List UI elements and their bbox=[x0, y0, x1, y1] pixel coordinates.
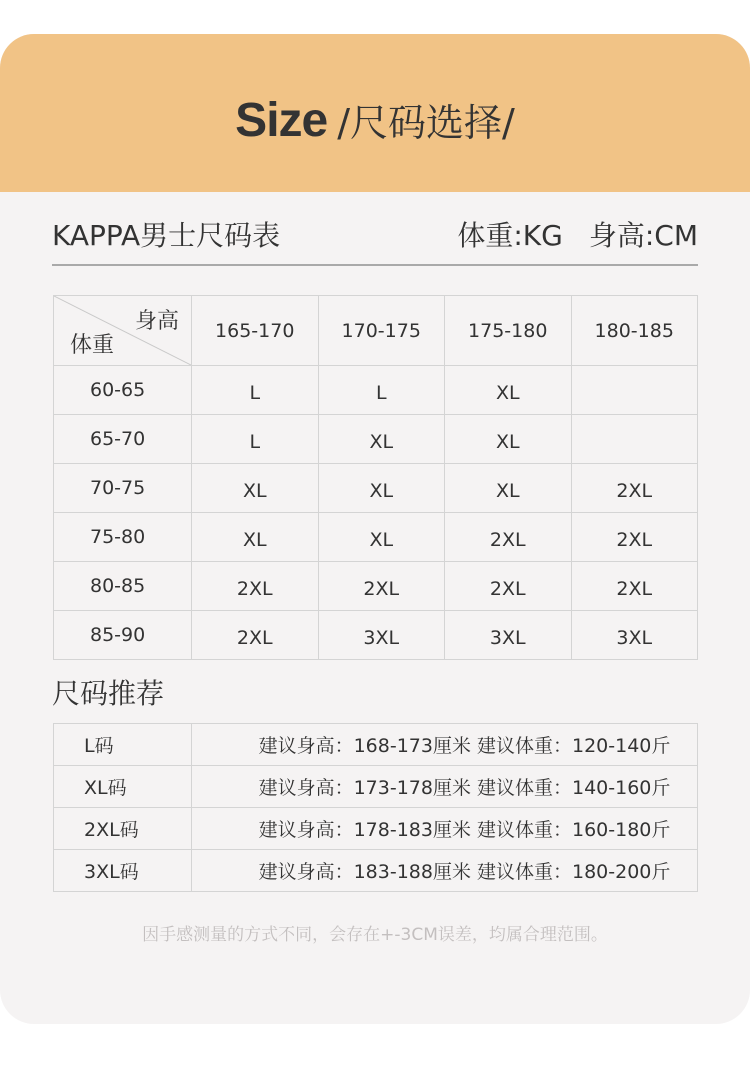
size-cell: XL bbox=[192, 464, 319, 513]
recommend-detail: 建议身高：183-188厘米 建议体重：180-200斤 bbox=[192, 850, 698, 892]
size-cell: XL bbox=[318, 513, 445, 562]
height-column-header: 180-185 bbox=[571, 296, 698, 366]
header-banner bbox=[0, 34, 750, 192]
recommend-size: XL码 bbox=[54, 766, 192, 808]
recommend-size: 2XL码 bbox=[54, 808, 192, 850]
size-cell: 3XL bbox=[318, 611, 445, 660]
table-row bbox=[54, 513, 698, 562]
size-cell: 2XL bbox=[445, 513, 572, 562]
table-row bbox=[54, 850, 698, 892]
height-column-header: 165-170 bbox=[192, 296, 319, 366]
size-cell: 3XL bbox=[571, 611, 698, 660]
table-row bbox=[54, 415, 698, 464]
size-cell: L bbox=[192, 415, 319, 464]
weight-unit-label: 体重:KG bbox=[457, 219, 563, 252]
size-cell: 2XL bbox=[571, 562, 698, 611]
table-row bbox=[54, 808, 698, 850]
table-row bbox=[54, 724, 698, 766]
recommend-size: L码 bbox=[54, 724, 192, 766]
height-column-header: 170-175 bbox=[318, 296, 445, 366]
size-chart-header bbox=[52, 216, 698, 266]
size-cell: XL bbox=[445, 366, 572, 415]
size-cell bbox=[571, 366, 698, 415]
size-cell: XL bbox=[318, 464, 445, 513]
corner-weight-label: 体重 bbox=[70, 333, 115, 358]
title-zh: /尺码选择/ bbox=[337, 101, 515, 145]
table-row bbox=[54, 562, 698, 611]
size-chart-title: KAPPA男士尺码表 bbox=[52, 219, 281, 252]
table-row bbox=[54, 464, 698, 513]
weight-row-header: 75-80 bbox=[54, 513, 192, 562]
size-cell: 3XL bbox=[445, 611, 572, 660]
table-header-row bbox=[54, 296, 698, 366]
weight-row-header: 65-70 bbox=[54, 415, 192, 464]
table-row bbox=[54, 766, 698, 808]
size-chart-units bbox=[457, 216, 698, 256]
corner-cell bbox=[54, 296, 192, 366]
recommend-size: 3XL码 bbox=[54, 850, 192, 892]
table-row bbox=[54, 366, 698, 415]
size-cell: L bbox=[318, 366, 445, 415]
page-title bbox=[0, 92, 750, 148]
size-cell: XL bbox=[445, 464, 572, 513]
size-cell: XL bbox=[445, 415, 572, 464]
size-cell bbox=[571, 415, 698, 464]
recommend-table bbox=[53, 723, 698, 892]
size-cell: L bbox=[192, 366, 319, 415]
size-table bbox=[53, 295, 698, 660]
size-cell: 2XL bbox=[318, 562, 445, 611]
size-cell: 2XL bbox=[571, 464, 698, 513]
size-cell: 2XL bbox=[192, 562, 319, 611]
size-cell: 2XL bbox=[571, 513, 698, 562]
size-cell: XL bbox=[192, 513, 319, 562]
corner-height-label: 身高 bbox=[134, 309, 179, 334]
recommend-detail: 建议身高：168-173厘米 建议体重：120-140斤 bbox=[192, 724, 698, 766]
weight-row-header: 60-65 bbox=[54, 366, 192, 415]
size-cell: XL bbox=[318, 415, 445, 464]
recommend-detail: 建议身高：178-183厘米 建议体重：160-180斤 bbox=[192, 808, 698, 850]
weight-row-header: 85-90 bbox=[54, 611, 192, 660]
recommend-detail: 建议身高：173-178厘米 建议体重：140-160斤 bbox=[192, 766, 698, 808]
table-row bbox=[54, 611, 698, 660]
title-en: Size bbox=[235, 94, 328, 147]
recommend-title: 尺码推荐 bbox=[52, 677, 165, 710]
weight-row-header: 70-75 bbox=[54, 464, 192, 513]
measurement-note: 因手感测量的方式不同，会存在+-3CM误差，均属合理范围。 bbox=[142, 925, 608, 945]
size-cell: 2XL bbox=[445, 562, 572, 611]
height-unit-label: 身高:CM bbox=[588, 219, 698, 252]
size-cell: 2XL bbox=[192, 611, 319, 660]
height-column-header: 175-180 bbox=[445, 296, 572, 366]
weight-row-header: 80-85 bbox=[54, 562, 192, 611]
